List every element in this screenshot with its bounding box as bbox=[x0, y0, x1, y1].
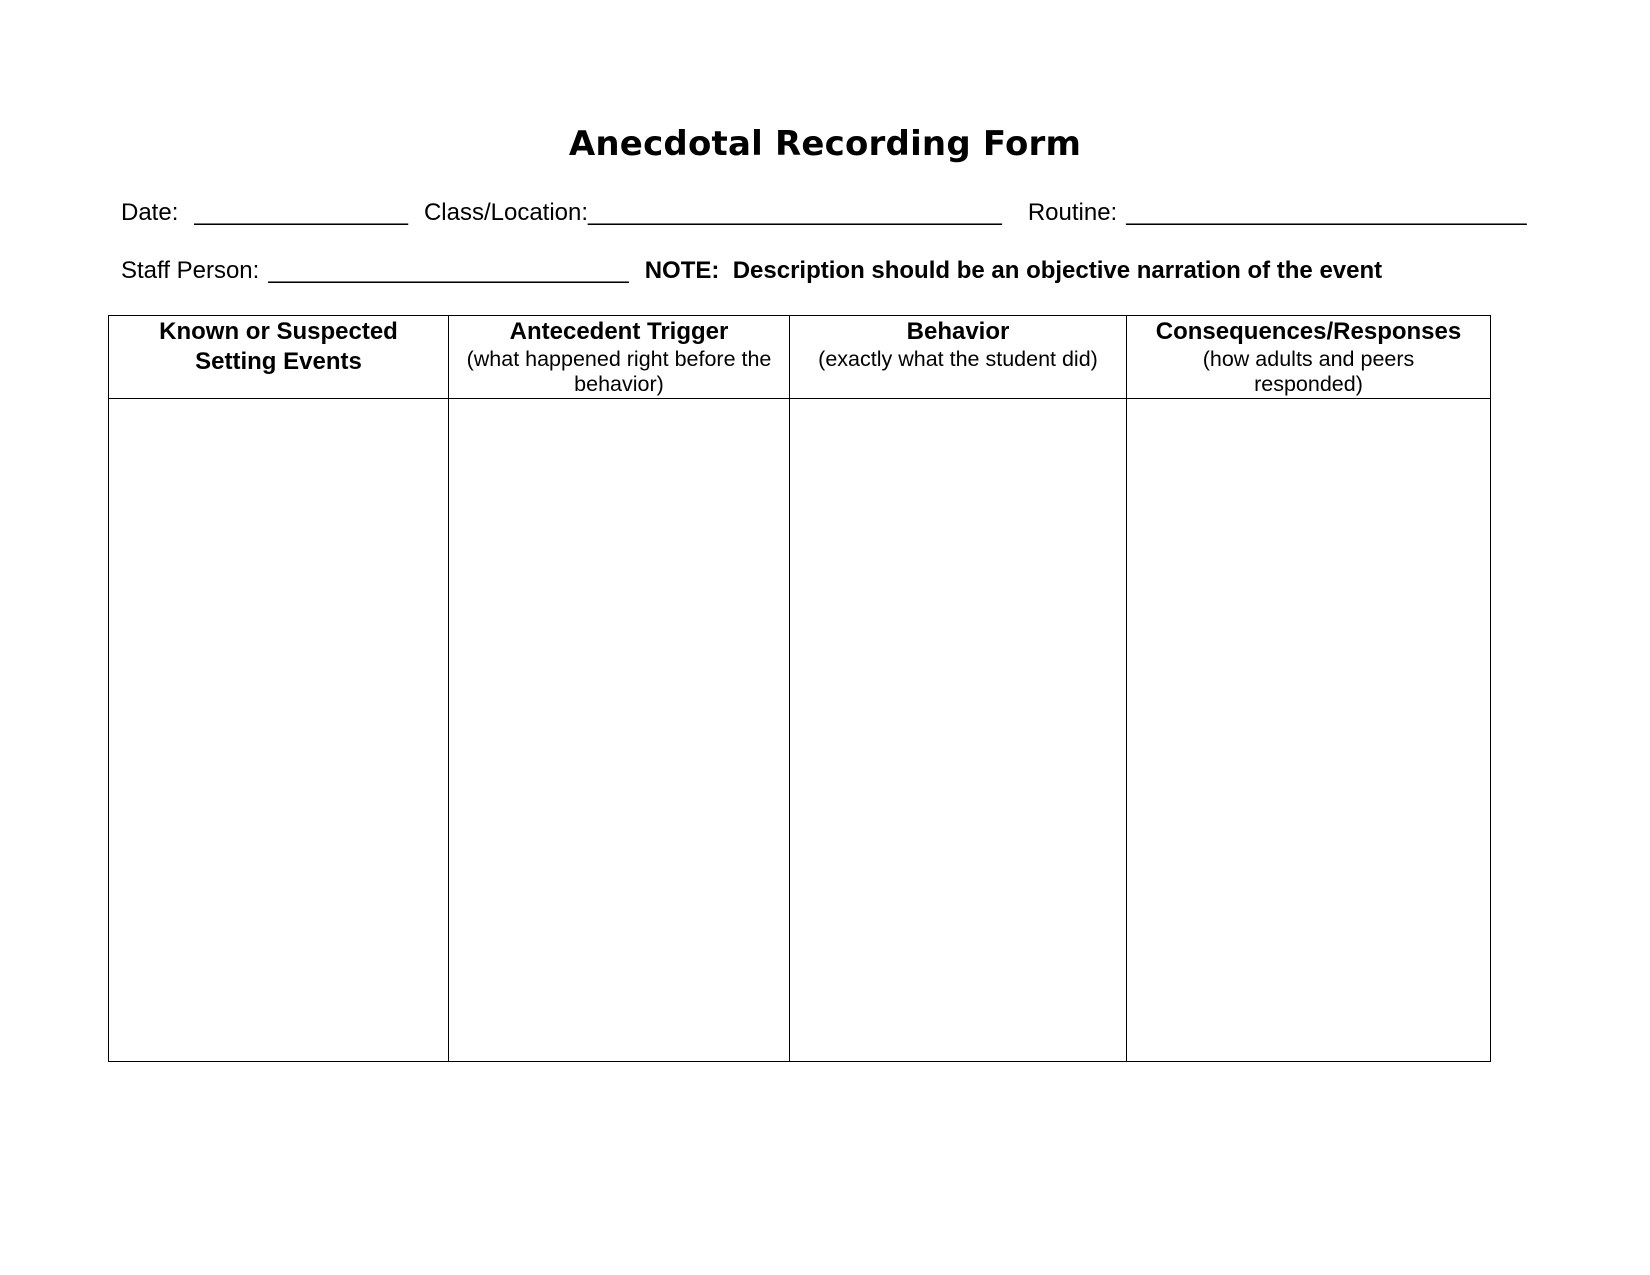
table-header-row bbox=[109, 316, 1491, 399]
header-fields-row bbox=[121, 198, 1527, 228]
routine-label: Routine: bbox=[1027, 199, 1118, 226]
antecedent-cell[interactable] bbox=[449, 399, 790, 1062]
staff-person-label: Staff Person: bbox=[121, 257, 260, 284]
table-row bbox=[109, 399, 1491, 1062]
page-title: Anecdotal Recording Form bbox=[568, 124, 1082, 164]
column-subheading: (exactly what the student did) bbox=[818, 347, 1098, 371]
column-heading: Antecedent Trigger bbox=[509, 318, 729, 345]
column-header-setting-events bbox=[109, 316, 449, 399]
date-label: Date: bbox=[121, 199, 179, 226]
staff-note-row bbox=[121, 256, 1382, 286]
recording-table bbox=[108, 315, 1491, 1062]
note-text: NOTE: Description should be an objective narration of the event bbox=[644, 257, 1383, 284]
column-subheading: (what happened right before the behavior) bbox=[466, 347, 772, 396]
column-header-behavior bbox=[790, 316, 1127, 399]
class-location-label: Class/Location: bbox=[423, 199, 589, 226]
column-header-consequences bbox=[1127, 316, 1491, 399]
date-field[interactable]: ________________ bbox=[194, 199, 408, 226]
column-subheading: (how adults and peers responded) bbox=[1202, 347, 1415, 396]
behavior-cell[interactable] bbox=[790, 399, 1127, 1062]
column-heading: Known or Suspected Setting Events bbox=[159, 318, 398, 375]
class-location-field[interactable]: _______________________________ bbox=[588, 199, 1002, 226]
routine-field[interactable]: ______________________________ bbox=[1126, 199, 1527, 226]
staff-person-field[interactable]: ___________________________ bbox=[268, 257, 629, 284]
column-heading: Consequences/Responses bbox=[1155, 318, 1462, 345]
column-heading: Behavior bbox=[906, 318, 1010, 345]
column-header-antecedent bbox=[449, 316, 790, 399]
consequences-cell[interactable] bbox=[1127, 399, 1491, 1062]
setting-events-cell[interactable] bbox=[109, 399, 449, 1062]
